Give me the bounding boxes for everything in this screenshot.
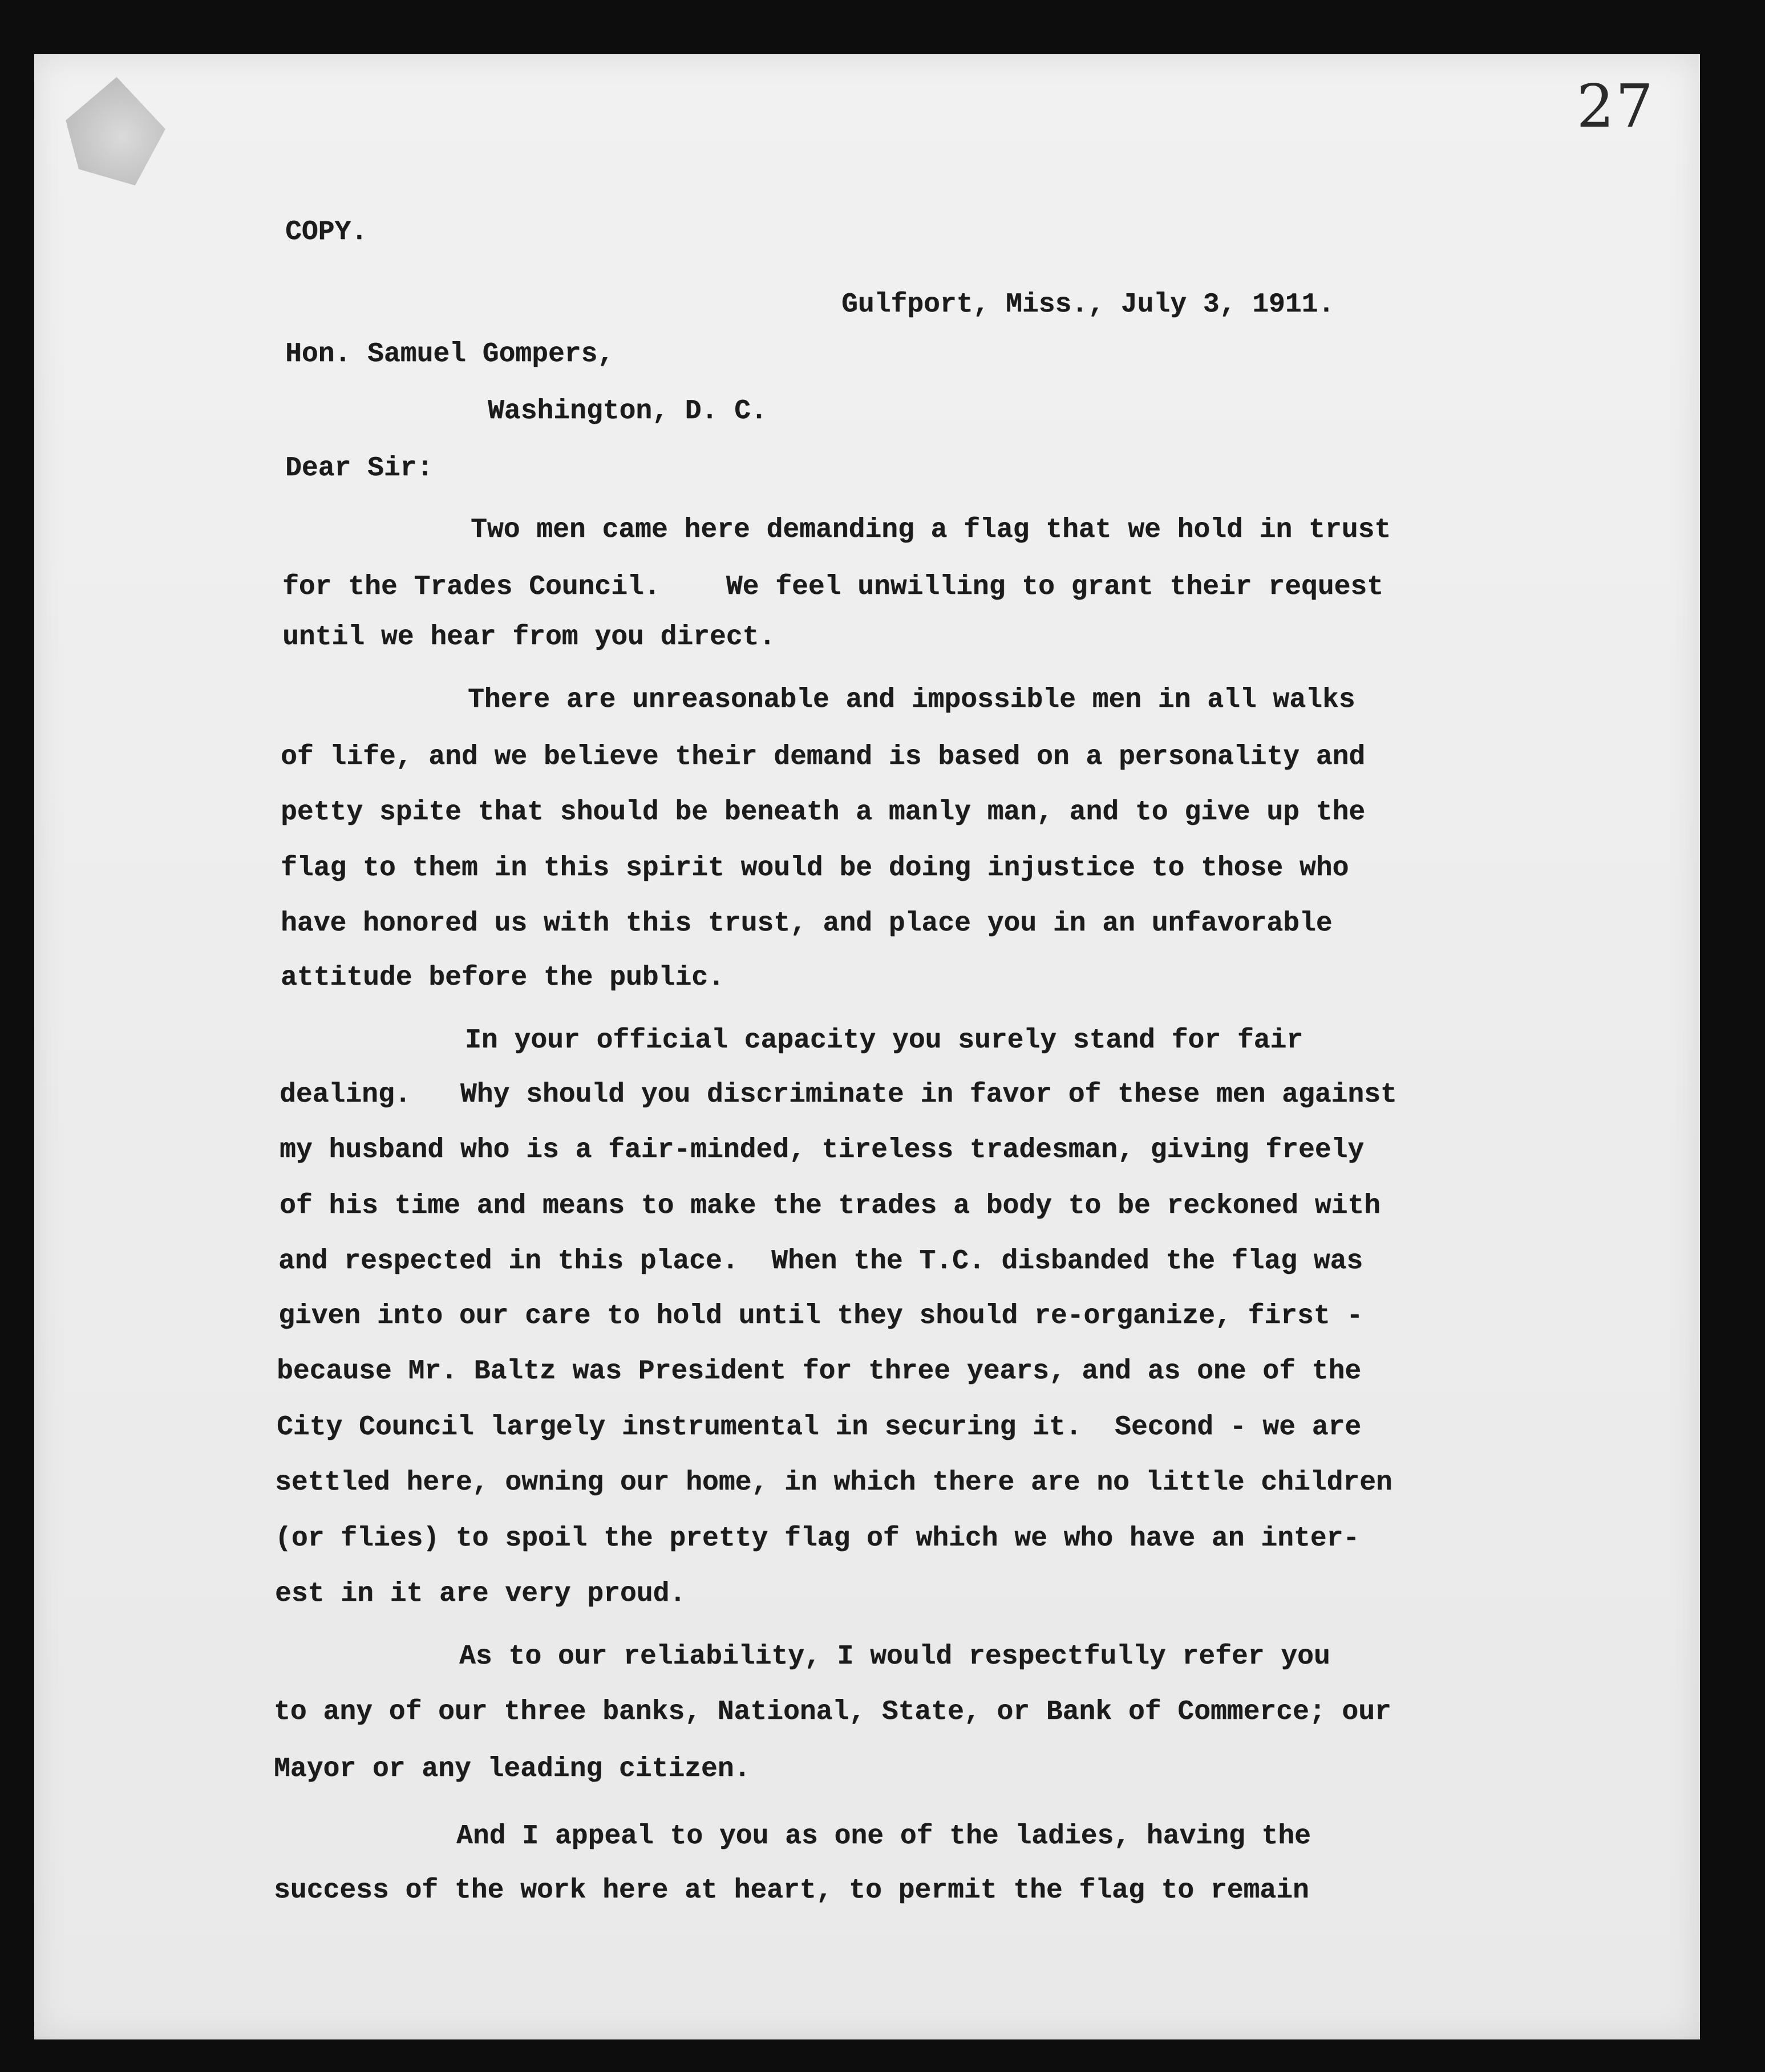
recipient-city: Washington, D. C. bbox=[488, 396, 767, 427]
body-line: have honored us with this trust, and place you in an unfavorable bbox=[281, 908, 1333, 939]
body-line: given into our care to hold until they should re-organize, first - bbox=[278, 1301, 1363, 1332]
page-number: 27 bbox=[1576, 71, 1654, 141]
body-line: In your official capacity you surely stand for fair bbox=[465, 1025, 1303, 1056]
body-line: because Mr. Baltz was President for three years, and as one of the bbox=[277, 1356, 1362, 1387]
copy-heading: COPY. bbox=[285, 217, 368, 248]
body-line: attitude before the public. bbox=[281, 962, 724, 993]
body-line: of his time and means to make the trades a body to be reckoned with bbox=[280, 1191, 1381, 1221]
body-line: dealing. Why should you discriminate in favor of these men against bbox=[280, 1079, 1397, 1110]
body-line: (or flies) to spoil the pretty flag of which we who have an inter- bbox=[275, 1523, 1360, 1554]
body-line: of life, and we believe their demand is based on a personality and bbox=[281, 742, 1366, 772]
body-line: As to our reliability, I would respectfully refer you bbox=[459, 1641, 1330, 1672]
body-line: and respected in this place. When the T.C. disbanded the flag was bbox=[278, 1246, 1363, 1277]
body-line: for the Trades Council. We feel unwilling to grant their request bbox=[282, 572, 1383, 602]
body-line: There are unreasonable and impossible men in all walks bbox=[468, 685, 1355, 715]
body-line: Two men came here demanding a flag that we hold in trust bbox=[471, 515, 1391, 545]
body-line: City Council largely instrumental in securing it. Second - we are bbox=[277, 1412, 1362, 1443]
body-line: to any of our three banks, National, State, or Bank of Commerce; our bbox=[274, 1697, 1391, 1727]
body-line: And I appeal to you as one of the ladies, having the bbox=[456, 1821, 1311, 1852]
folded-corner bbox=[57, 77, 165, 185]
body-line: flag to them in this spirit would be doing injustice to those who bbox=[281, 853, 1349, 884]
body-line: est in it are very proud. bbox=[275, 1579, 686, 1609]
recipient-name: Hon. Samuel Gompers, bbox=[285, 339, 614, 370]
body-line: success of the work here at heart, to permit the flag to remain bbox=[274, 1875, 1309, 1906]
dateline: Gulfport, Miss., July 3, 1911. bbox=[841, 289, 1335, 320]
body-line: petty spite that should be beneath a manly man, and to give up the bbox=[281, 797, 1366, 828]
body-line: my husband who is a fair-minded, tireless tradesman, giving freely bbox=[280, 1135, 1365, 1166]
body-line: until we hear from you direct. bbox=[282, 622, 776, 653]
body-line: Mayor or any leading citizen. bbox=[274, 1754, 751, 1784]
salutation: Dear Sir: bbox=[285, 453, 434, 484]
body-line: settled here, owning our home, in which there are no little children bbox=[275, 1467, 1392, 1498]
